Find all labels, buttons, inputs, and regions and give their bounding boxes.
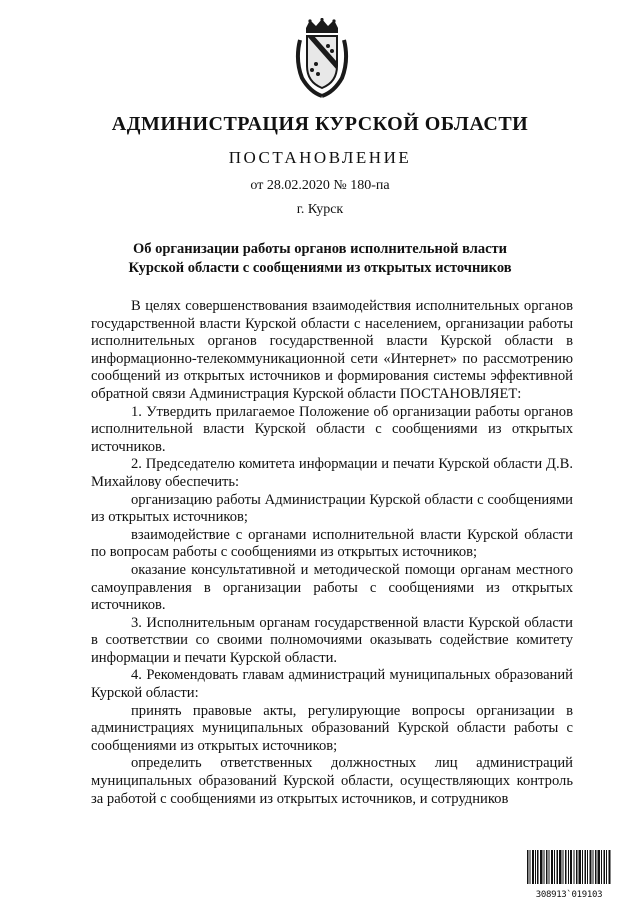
paragraph-subitem: взаимодействие с органами исполнительной власти Курской области по вопросам работы с сообщениями из открытых источников; xyxy=(91,526,573,561)
paragraph-item-1: 1. Утвердить прилагаемое Положение об организации работы органов исполнительной власти Курской области с сообщениями из открытых источников. xyxy=(91,403,573,455)
document-number: от 28.02.2020 № 180-па xyxy=(250,178,390,193)
document-title-line: Курской области с сообщениями из открытых источников xyxy=(128,260,512,276)
document-city: г. Курск xyxy=(296,202,344,217)
paragraph-subitem: определить ответственных должностных лиц администраций муниципальных образований Курской области, осуществляющих контроль за работой с сообщениями из открытых источников, и сотрудников xyxy=(91,755,573,807)
paragraph-preamble: В целях совершенствования взаимодействия исполнительных органов государственной власти Курской области с населением, организации работы исполнительных органов государственной власти Курской области в информационно-телекоммуникационной сети «Интернет» по рассмотрению сообщений из открытых источников и формирования системы эффективной обратной связи Администрация Курской области ПОСТАНОВЛЯЕТ: xyxy=(91,298,573,402)
paragraph-subitem: организацию работы Администрации Курской области с сообщениями из открытых источников; xyxy=(91,491,573,526)
paragraph-item-4: 4. Рекомендовать главам администраций муниципальных образований Курской области: xyxy=(91,667,573,702)
paragraph-item-2: 2. Председателю комитета информации и печати Курской области Д.В. Михайлову обеспечить: xyxy=(91,456,573,490)
paragraph-item-3: 3. Исполнительным органам государственной власти Курской области в соответствии со своими полномочиями оказывать содействие комитету информации и печати Курской области. xyxy=(91,614,573,666)
paragraph-subitem: принять правовые акты, регулирующие вопросы организации в администрациях муниципальных образований Курской области работы с сообщениями из открытых источников; xyxy=(91,702,573,754)
administration-heading: АДМИНИСТРАЦИЯ КУРСКОЙ ОБЛАСТИ xyxy=(111,113,529,135)
document-title xyxy=(0,240,640,278)
barcode-number: 308913`019103 xyxy=(535,890,603,900)
paragraph-subitem: оказание консультативной и методической помощи органам местного самоуправления в организации работы с сообщениями из открытых источников. xyxy=(91,561,573,614)
barcode-icon xyxy=(527,850,611,884)
document-title-line: Об организации работы органов исполнительной власти xyxy=(132,241,508,257)
document-barcode xyxy=(527,850,611,900)
document-type: ПОСТАНОВЛЕНИЕ xyxy=(228,148,412,167)
kursk-coat-of-arms-icon xyxy=(294,18,350,98)
document-body xyxy=(91,298,573,808)
